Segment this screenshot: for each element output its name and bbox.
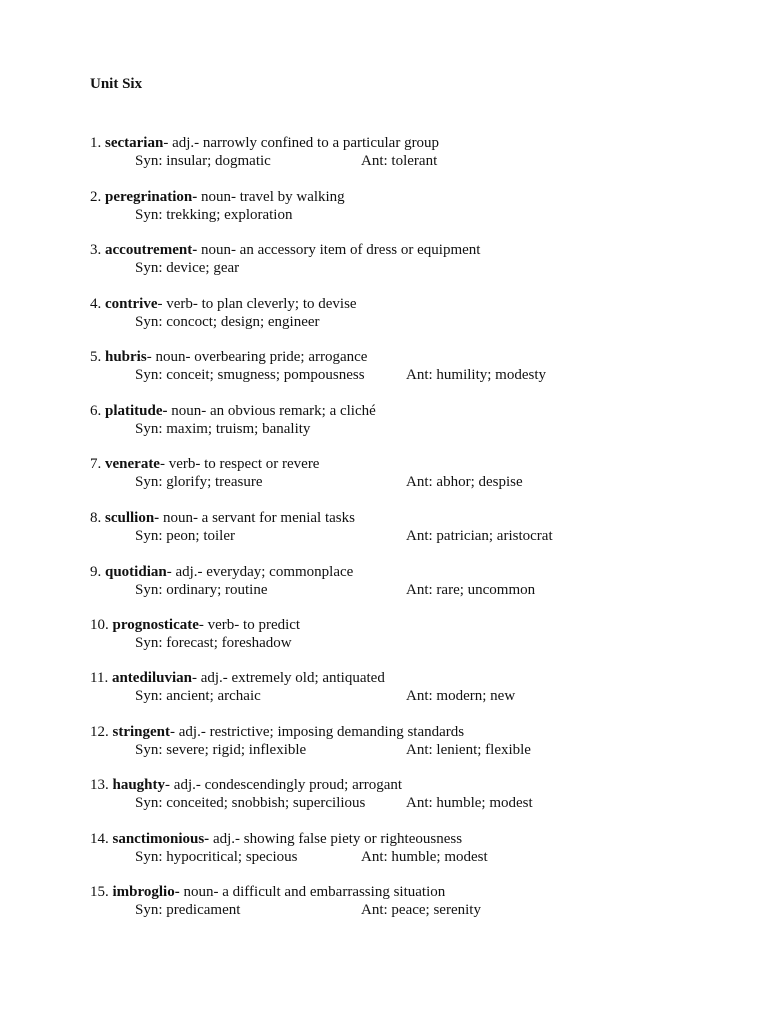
entry-word: quotidian xyxy=(105,564,167,580)
entry-number: 1. xyxy=(90,135,102,151)
vocab-entry-7 xyxy=(90,455,730,491)
entry-headline xyxy=(90,455,319,473)
vocab-entry-1 xyxy=(90,134,730,170)
entry-separator: - xyxy=(198,617,204,633)
entry-word: prognosticate xyxy=(112,617,199,633)
entry-headline xyxy=(90,669,385,687)
entry-word: scullion- xyxy=(105,510,160,526)
entry-antonyms: Ant: modern; new xyxy=(406,688,516,704)
entry-headline xyxy=(90,616,300,634)
entry-definition: noun- a servant for menial tasks xyxy=(159,510,355,526)
entry-synonyms: Syn: maxim; truism; banality xyxy=(135,421,311,437)
entry-number: 12. xyxy=(90,724,109,740)
entry-synonyms: Syn: conceited; snobbish; supercilious xyxy=(135,795,366,811)
entry-headline xyxy=(90,509,355,527)
entry-number: 4. xyxy=(90,296,102,312)
vocab-entry-5 xyxy=(90,348,730,384)
entry-number: 8. xyxy=(90,510,102,526)
entry-headline xyxy=(90,723,464,741)
entry-synonyms: Syn: concoct; design; engineer xyxy=(135,314,320,330)
vocab-entry-9 xyxy=(90,563,730,599)
entry-number: 6. xyxy=(90,403,102,419)
vocab-entry-14 xyxy=(90,830,730,866)
entry-synonyms: Syn: trekking; exploration xyxy=(135,207,293,223)
entry-synonyms: Syn: hypocritical; specious xyxy=(135,849,298,865)
entry-definition: noun- overbearing pride; arrogance xyxy=(151,349,368,365)
entry-definition: adj.- condescendingly proud; arrogant xyxy=(170,777,403,793)
entry-word: platitude- xyxy=(105,403,168,419)
unit-title: Unit Six xyxy=(90,76,143,92)
entry-definition: verb- to predict xyxy=(203,617,301,633)
entry-headline xyxy=(90,188,345,206)
entry-synonyms: Syn: conceit; smugness; pompousness xyxy=(135,367,365,383)
vocab-entry-12 xyxy=(90,723,730,759)
entry-synonyms: Syn: forecast; foreshadow xyxy=(135,635,292,651)
entry-number: 15. xyxy=(90,884,109,900)
entry-antonyms: Ant: peace; serenity xyxy=(361,902,481,918)
entry-headline xyxy=(90,241,480,259)
vocab-entry-11 xyxy=(90,669,730,705)
vocab-entry-6 xyxy=(90,402,730,438)
entry-headline xyxy=(90,348,367,366)
entry-headline xyxy=(90,134,439,152)
vocab-entry-8 xyxy=(90,509,730,545)
entry-word: hubris xyxy=(105,349,147,365)
vocab-entry-4 xyxy=(90,295,730,331)
entry-definition: noun- a difficult and embarrassing situation xyxy=(179,884,446,900)
entry-antonyms: Ant: patrician; aristocrat xyxy=(406,528,553,544)
entry-antonyms: Ant: abhor; despise xyxy=(406,474,523,490)
entry-antonyms: Ant: humble; modest xyxy=(361,849,488,865)
entry-word: venerate xyxy=(105,456,160,472)
entry-separator: - xyxy=(166,564,172,580)
entry-definition: noun- an accessory item of dress or equipment xyxy=(197,242,481,258)
entry-headline xyxy=(90,295,357,313)
entry-separator: - xyxy=(146,349,152,365)
entry-number: 5. xyxy=(90,349,102,365)
entry-word: contrive xyxy=(105,296,158,312)
entry-headline xyxy=(90,883,445,901)
entry-separator: - xyxy=(163,135,169,151)
entry-antonyms: Ant: humility; modesty xyxy=(406,367,547,383)
entry-synonyms: Syn: insular; dogmatic xyxy=(135,153,271,169)
entry-word: accoutrement- xyxy=(105,242,198,258)
entry-definition: adj.- narrowly confined to a particular group xyxy=(168,135,440,151)
entry-definition: adj.- showing false piety or righteousness xyxy=(209,831,463,847)
entry-number: 14. xyxy=(90,831,109,847)
entry-headline xyxy=(90,830,462,848)
entry-number: 11. xyxy=(90,670,109,686)
entry-separator: - xyxy=(165,777,171,793)
entry-synonyms: Syn: ancient; archaic xyxy=(135,688,261,704)
entry-word: peregrination- xyxy=(105,189,198,205)
entry-separator: - xyxy=(157,296,163,312)
entry-synonyms: Syn: glorify; treasure xyxy=(135,474,263,490)
entry-definition: verb- to plan cleverly; to devise xyxy=(162,296,357,312)
entry-number: 2. xyxy=(90,189,102,205)
entry-word: stringent xyxy=(112,724,170,740)
entry-word: haughty xyxy=(112,777,166,793)
entry-separator: - xyxy=(170,724,175,740)
entry-antonyms: Ant: rare; uncommon xyxy=(406,582,536,598)
entry-separator: - xyxy=(191,670,197,686)
entry-synonyms: Syn: predicament xyxy=(135,902,241,918)
entry-number: 3. xyxy=(90,242,102,258)
vocab-entry-13 xyxy=(90,776,730,812)
entry-synonyms: Syn: ordinary; routine xyxy=(135,582,268,598)
entry-number: 13. xyxy=(90,777,109,793)
vocab-entry-15 xyxy=(90,883,730,919)
entry-number: 10. xyxy=(90,617,109,633)
entry-synonyms: Syn: severe; rigid; inflexible xyxy=(135,742,307,758)
entry-antonyms: Ant: humble; modest xyxy=(406,795,533,811)
entry-word: sectarian xyxy=(105,135,164,151)
entry-word: antediluvian xyxy=(111,670,192,686)
entry-word: imbroglio- xyxy=(112,884,180,900)
entry-definition: noun- travel by walking xyxy=(197,189,345,205)
entry-definition: adj.- extremely old; antiquated xyxy=(196,670,385,686)
entry-number: 7. xyxy=(90,456,102,472)
entry-definition: verb- to respect or revere xyxy=(164,456,320,472)
vocab-entry-10 xyxy=(90,616,730,652)
entry-word: sanctimonious- xyxy=(112,831,210,847)
vocab-entry-3 xyxy=(90,241,730,277)
entry-antonyms: Ant: tolerant xyxy=(361,153,438,169)
entry-synonyms: Syn: device; gear xyxy=(135,260,240,276)
entry-definition: adj.- restrictive; imposing demanding standards xyxy=(175,724,465,740)
entry-definition: adj.- everyday; commonplace xyxy=(171,564,354,580)
entry-separator: - xyxy=(159,456,165,472)
entry-definition: noun- an obvious remark; a cliché xyxy=(167,403,376,419)
entry-synonyms: Syn: peon; toiler xyxy=(135,528,235,544)
entry-headline xyxy=(90,402,376,420)
entry-number: 9. xyxy=(90,564,102,580)
entry-headline xyxy=(90,563,353,581)
vocab-entry-2 xyxy=(90,188,730,224)
entry-headline xyxy=(90,776,402,794)
entry-antonyms: Ant: lenient; flexible xyxy=(406,742,531,758)
